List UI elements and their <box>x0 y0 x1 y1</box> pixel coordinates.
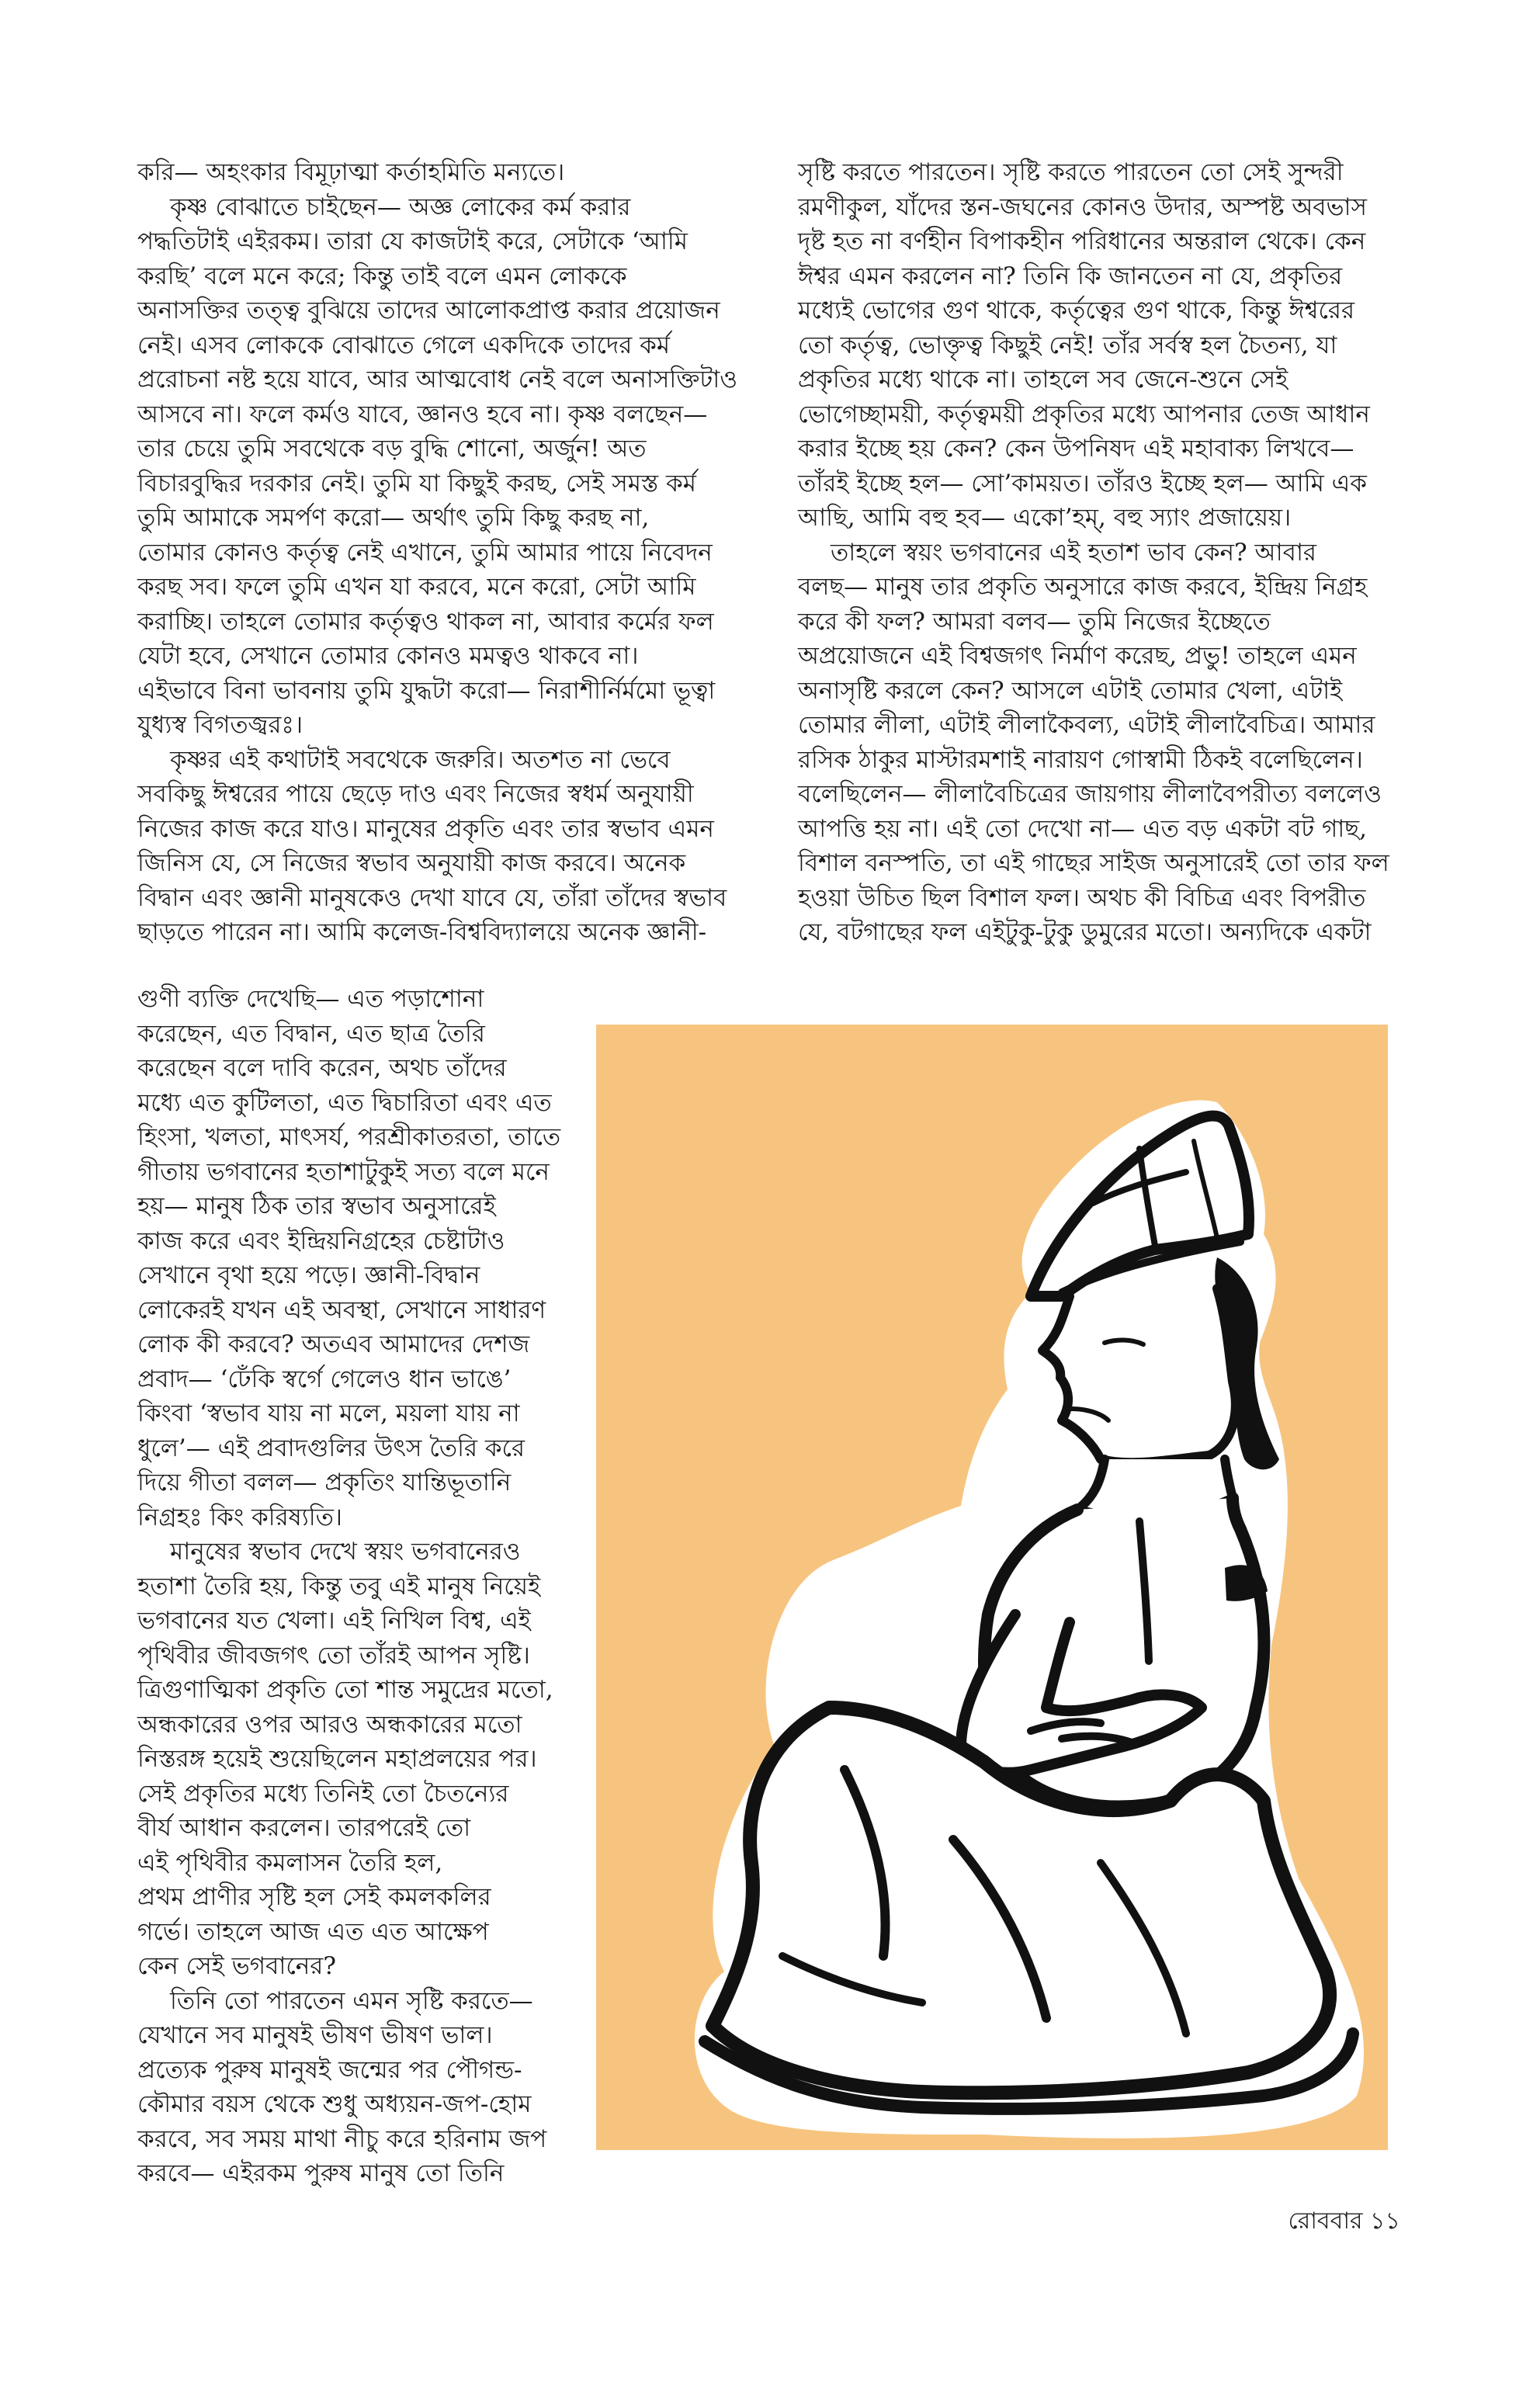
text-line: প্রথম প্রাণীর সৃষ্টি হল সেই কমলকলির <box>137 1883 491 1911</box>
text-line: বিদ্বান এবং জ্ঞানী মানুষকেও দেখা যাবে যে, তাঁরা তাঁদের স্বভাব <box>137 883 727 912</box>
text-line: প্ররোচনা নষ্ট হয়ে যাবে, আর আত্মবোধ নেই বলে অনাসক্তিটাও <box>137 366 738 394</box>
text-line: কৃষ্ণ বোঝাতে চাইছেন— অজ্ঞ লোকের কর্ম করার <box>170 192 631 221</box>
text-line: করাচ্ছি। তাহলে তোমার কর্তৃত্বও থাকল না, আবার কর্মের ফল <box>137 607 714 636</box>
text-line: রমণীকুল, যাঁদের স্তন-জঘনের কোনও উদার, অস্পষ্ট অবভাস <box>798 192 1368 221</box>
left-column-narrow <box>137 982 588 2191</box>
text-line: মানুষের স্বভাব দেখে স্বয়ং ভগবানেরও <box>170 1538 521 1566</box>
text-line: অনাসৃষ্টি করলে কেন? আসলে এটাই তোমার খেলা, এটাই <box>798 676 1343 705</box>
text-line: সেই প্রকৃতির মধ্যে তিনিই তো চৈতন্যের <box>137 1779 509 1808</box>
text-line: প্রকৃতির মধ্যে থাকে না। তাহলে সব জেনে-শুনে সেই <box>798 366 1289 394</box>
text-line: যেখানে সব মানুষই ভীষণ ভীষণ ভাল। <box>137 2021 493 2049</box>
text-line: মধ্যেই ভোগের গুণ থাকে, কর্তৃত্বের গুণ থাকে, কিন্তু ঈশ্বরের <box>798 297 1355 324</box>
text-line: করেছেন বলে দাবি করেন, অথচ তাঁদের <box>137 1054 507 1082</box>
text-line: পৃথিবীর জীবজগৎ তো তাঁরই আপন সৃষ্টি। <box>137 1641 530 1670</box>
text-line: তাহলে স্বয়ং ভগবানের এই হতাশ ভাব কেন? আবার <box>831 538 1316 567</box>
text-line: অনাসক্তির তত্ত্ব বুঝিয়ে তাদের আলোকপ্রাপ্ত করার প্রয়োজন <box>137 297 720 324</box>
text-line: ভগবানের যত খেলা। এই নিখিল বিশ্ব, এই <box>137 1607 531 1635</box>
text-line: যুধ্যস্ব বিগতজ্বরঃ। <box>137 711 303 739</box>
text-line: নেই। এসব লোককে বোঝাতে গেলে একদিকে তাদের কর্ম <box>137 331 671 359</box>
text-line: মধ্যে এত কুটিলতা, এত দ্বিচারিতা এবং এত <box>137 1088 552 1117</box>
text-line: করবে, সব সময় মাথা নীচু করে হরিনাম জপ <box>137 2124 547 2153</box>
text-line: লোক কী করবে? অতএব আমাদের দেশজ <box>137 1330 530 1358</box>
text-line: এই পৃথিবীর কমলাসন তৈরি হল, <box>137 1848 443 1877</box>
text-line: বলেছিলেন— লীলাবৈচিত্রের জায়গায় লীলাবৈপরীত্য বললেও <box>798 780 1382 808</box>
text-line: দিয়ে গীতা বলল— প্রকৃতিং যান্তিভূতানি <box>137 1469 512 1496</box>
text-line: ছাড়তে পারেন না। আমি কলেজ-বিশ্ববিদ্যালয়ে অনেক জ্ঞানী- <box>137 918 707 946</box>
text-line: ধুলে’— এই প্রবাদগুলির উৎস তৈরি করে <box>137 1434 525 1462</box>
text-line: লোকেরই যখন এই অবস্থা, সেখানে সাধারণ <box>137 1295 546 1324</box>
text-line: করবে— এইরকম পুরুষ মানুষ তো তিনি <box>137 2159 505 2187</box>
text-line: নিগ্রহঃ কিং করিষ্যতি। <box>137 1503 342 1531</box>
text-line: অন্ধকারের ওপর আরও অন্ধকারের মতো <box>137 1710 522 1739</box>
text-line: হওয়া উচিত ছিল বিশাল ফল। অথচ কী বিচিত্র এবং বিপরীত <box>798 883 1366 912</box>
text-line: যে, বটগাছের ফল এইটুকু-টুকু ডুমুরের মতো। অন্যদিকে একটা <box>798 918 1372 946</box>
text-line: ত্রিগুণাত্মিকা প্রকৃতি তো শান্ত সমুদ্রের মতো, <box>137 1676 553 1704</box>
text-line: পদ্ধতিটাই এইরকম। তারা যে কাজটাই করে, সেটাকে ‘আমি <box>137 227 688 255</box>
text-line: কৌমার বয়স থেকে শুধু অধ্যয়ন-জপ-হোম <box>137 2090 532 2118</box>
text-line: তোমার লীলা, এটাই লীলাকৈবল্য, এটাই লীলাবৈচিত্র। আমার <box>798 711 1375 739</box>
text-line: বিচারবুদ্ধির দরকার নেই। তুমি যা কিছুই করছ, সেই সমস্ত কর্ম <box>137 469 696 498</box>
page-number-footer: রোববার ১১ <box>1288 2207 1400 2235</box>
text-line: জিনিস যে, সে নিজের স্বভাব অনুযায়ী কাজ করবে। অনেক <box>137 849 686 877</box>
text-line: গর্ভে। তাহলে আজ এত এত আক্ষেপ <box>137 1917 489 1946</box>
text-line: দৃষ্ট হত না বর্ণহীন বিপাকহীন পরিধানের অন্তরাল থেকে। কেন <box>798 227 1366 255</box>
text-line: নিজের কাজ করে যাও। মানুষের প্রকৃতি এবং তার স্বভাব এমন <box>137 814 714 843</box>
text-line: বীর্য আধান করলেন। তারপরেই তো <box>137 1814 471 1842</box>
text-line: করে কী ফল? আমরা বলব— তুমি নিজের ইচ্ছেতে <box>798 607 1271 636</box>
text-line: তোমার কোনও কর্তৃত্ব নেই এখানে, তুমি আমার পায়ে নিবেদন <box>137 538 713 567</box>
text-line: করি— অহংকার বিমূঢ়াত্মা কর্তাহমিতি মন্যতে। <box>137 158 565 186</box>
text-line: সবকিছু ঈশ্বরের পায়ে ছেড়ে দাও এবং নিজের স্বধর্ম অনুযায়ী <box>137 780 694 808</box>
text-line: করছ সব। ফলে তুমি এখন যা করবে, মনে করো, সেটা আমি <box>137 573 696 601</box>
right-column <box>798 155 1411 950</box>
seated-figure-illustration <box>596 1025 1388 2150</box>
text-line: করার ইচ্ছে হয় কেন? কেন উপনিষদ এই মহাবাক্য লিখবে— <box>798 435 1354 463</box>
text-line: প্রত্যেক পুরুষ মানুষই জন্মের পর পৌগন্ড- <box>137 2055 522 2084</box>
text-line: প্রবাদ— ‘ঢেঁকি স্বর্গে গেলেও ধান ভাঙে’ <box>137 1365 512 1393</box>
text-line: নিস্তরঙ্গ হয়েই শুয়েছিলেন মহাপ্রলয়ের পর। <box>137 1745 537 1773</box>
text-line: কৃষ্ণর এই কথাটাই সবথেকে জরুরি। অতশত না ভেবে <box>170 745 671 774</box>
text-line: ঈশ্বর এমন করলেন না? তিনি কি জানতেন না যে, প্রকৃতির <box>798 262 1343 290</box>
text-line: তিনি তো পারতেন এমন সৃষ্টি করতে— <box>170 1986 533 2015</box>
text-line: হতাশা তৈরি হয়, কিন্তু তবু এই মানুষ নিয়েই <box>137 1572 541 1601</box>
text-line: কেন সেই ভগবানের? <box>137 1952 336 1980</box>
text-line: হয়— মানুষ ঠিক তার স্বভাব অনুসারেই <box>137 1192 496 1220</box>
text-line: তুমি আমাকে সমর্পণ করো— অর্থাৎ তুমি কিছু করছ না, <box>137 504 650 532</box>
text-line: যেটা হবে, সেখানে তোমার কোনও মমত্বও থাকবে না। <box>137 642 639 670</box>
text-line: অপ্রয়োজনে এই বিশ্বজগৎ নির্মাণ করেছ, প্রভু! তাহলে এমন <box>798 642 1357 670</box>
text-line: ভোগেচ্ছাময়ী, কর্তৃত্বময়ী প্রকৃতির মধ্যে আপনার তেজ আধান <box>798 400 1370 428</box>
text-line: আপত্তি হয় না। এই তো দেখো না— এত বড় একটা বট গাছ, <box>798 814 1367 843</box>
text-line: বিশাল বনস্পতি, তা এই গাছের সাইজ অনুসারেই তো তার ফল <box>798 849 1389 877</box>
text-line: আসবে না। ফলে কর্মও যাবে, জ্ঞানও হবে না। কৃষ্ণ বলছেন— <box>137 400 708 428</box>
text-line: করেছেন, এত বিদ্বান, এত ছাত্র তৈরি <box>137 1019 485 1048</box>
left-column-top <box>137 155 813 950</box>
text-line: গীতায় ভগবানের হতাশাটুকুই সত্য বলে মনে <box>137 1157 550 1186</box>
text-line: কিংবা ‘স্বভাব যায় না মলে, ময়লা যায় না <box>137 1399 520 1427</box>
text-line: করছি’ বলে মনে করে; কিন্তু তাই বলে এমন লোককে <box>137 262 627 290</box>
text-line: সৃষ্টি করতে পারতেন। সৃষ্টি করতে পারতেন তো সেই সুন্দরী <box>798 158 1344 186</box>
text-line: বলছ— মানুষ তার প্রকৃতি অনুসারে কাজ করবে, ইন্দ্রিয় নিগ্রহ <box>798 573 1368 601</box>
text-line: তো কর্তৃত্ব, ভোক্তৃত্ব কিছুই নেই! তাঁর সর্বস্ব হল চৈতন্য, যা <box>798 331 1337 359</box>
text-line: তাঁরই ইচ্ছে হল— সো’কাময়ত। তাঁরও ইচ্ছে হল— আমি এক <box>798 469 1367 498</box>
text-line: সেখানে বৃথা হয়ে পড়ে। জ্ঞানী-বিদ্বান <box>137 1261 480 1289</box>
text-line: রসিক ঠাকুর মাস্টারমশাই নারায়ণ গোস্বামী ঠিকই বলেছিলেন। <box>798 745 1363 774</box>
text-line: গুণী ব্যক্তি দেখেছি— এত পড়াশোনা <box>137 985 484 1013</box>
text-line: কাজ করে এবং ইন্দ্রিয়নিগ্রহের চেষ্টাটাও <box>137 1226 505 1255</box>
text-line: আছি, আমি বহু হব— একো’হম্, বহু স্যাং প্রজায়েয়। <box>798 504 1292 532</box>
text-line: এইভাবে বিনা ভাবনায় তুমি যুদ্ধটা করো— নিরাশীর্নির্মমো ভূত্বা <box>137 676 716 705</box>
text-line: তার চেয়ে তুমি সবথেকে বড় বুদ্ধি শোনো, অর্জুন! অত <box>137 435 647 463</box>
text-line: হিংসা, খলতা, মাৎসর্য, পরশ্রীকাতরতা, তাতে <box>137 1123 561 1151</box>
